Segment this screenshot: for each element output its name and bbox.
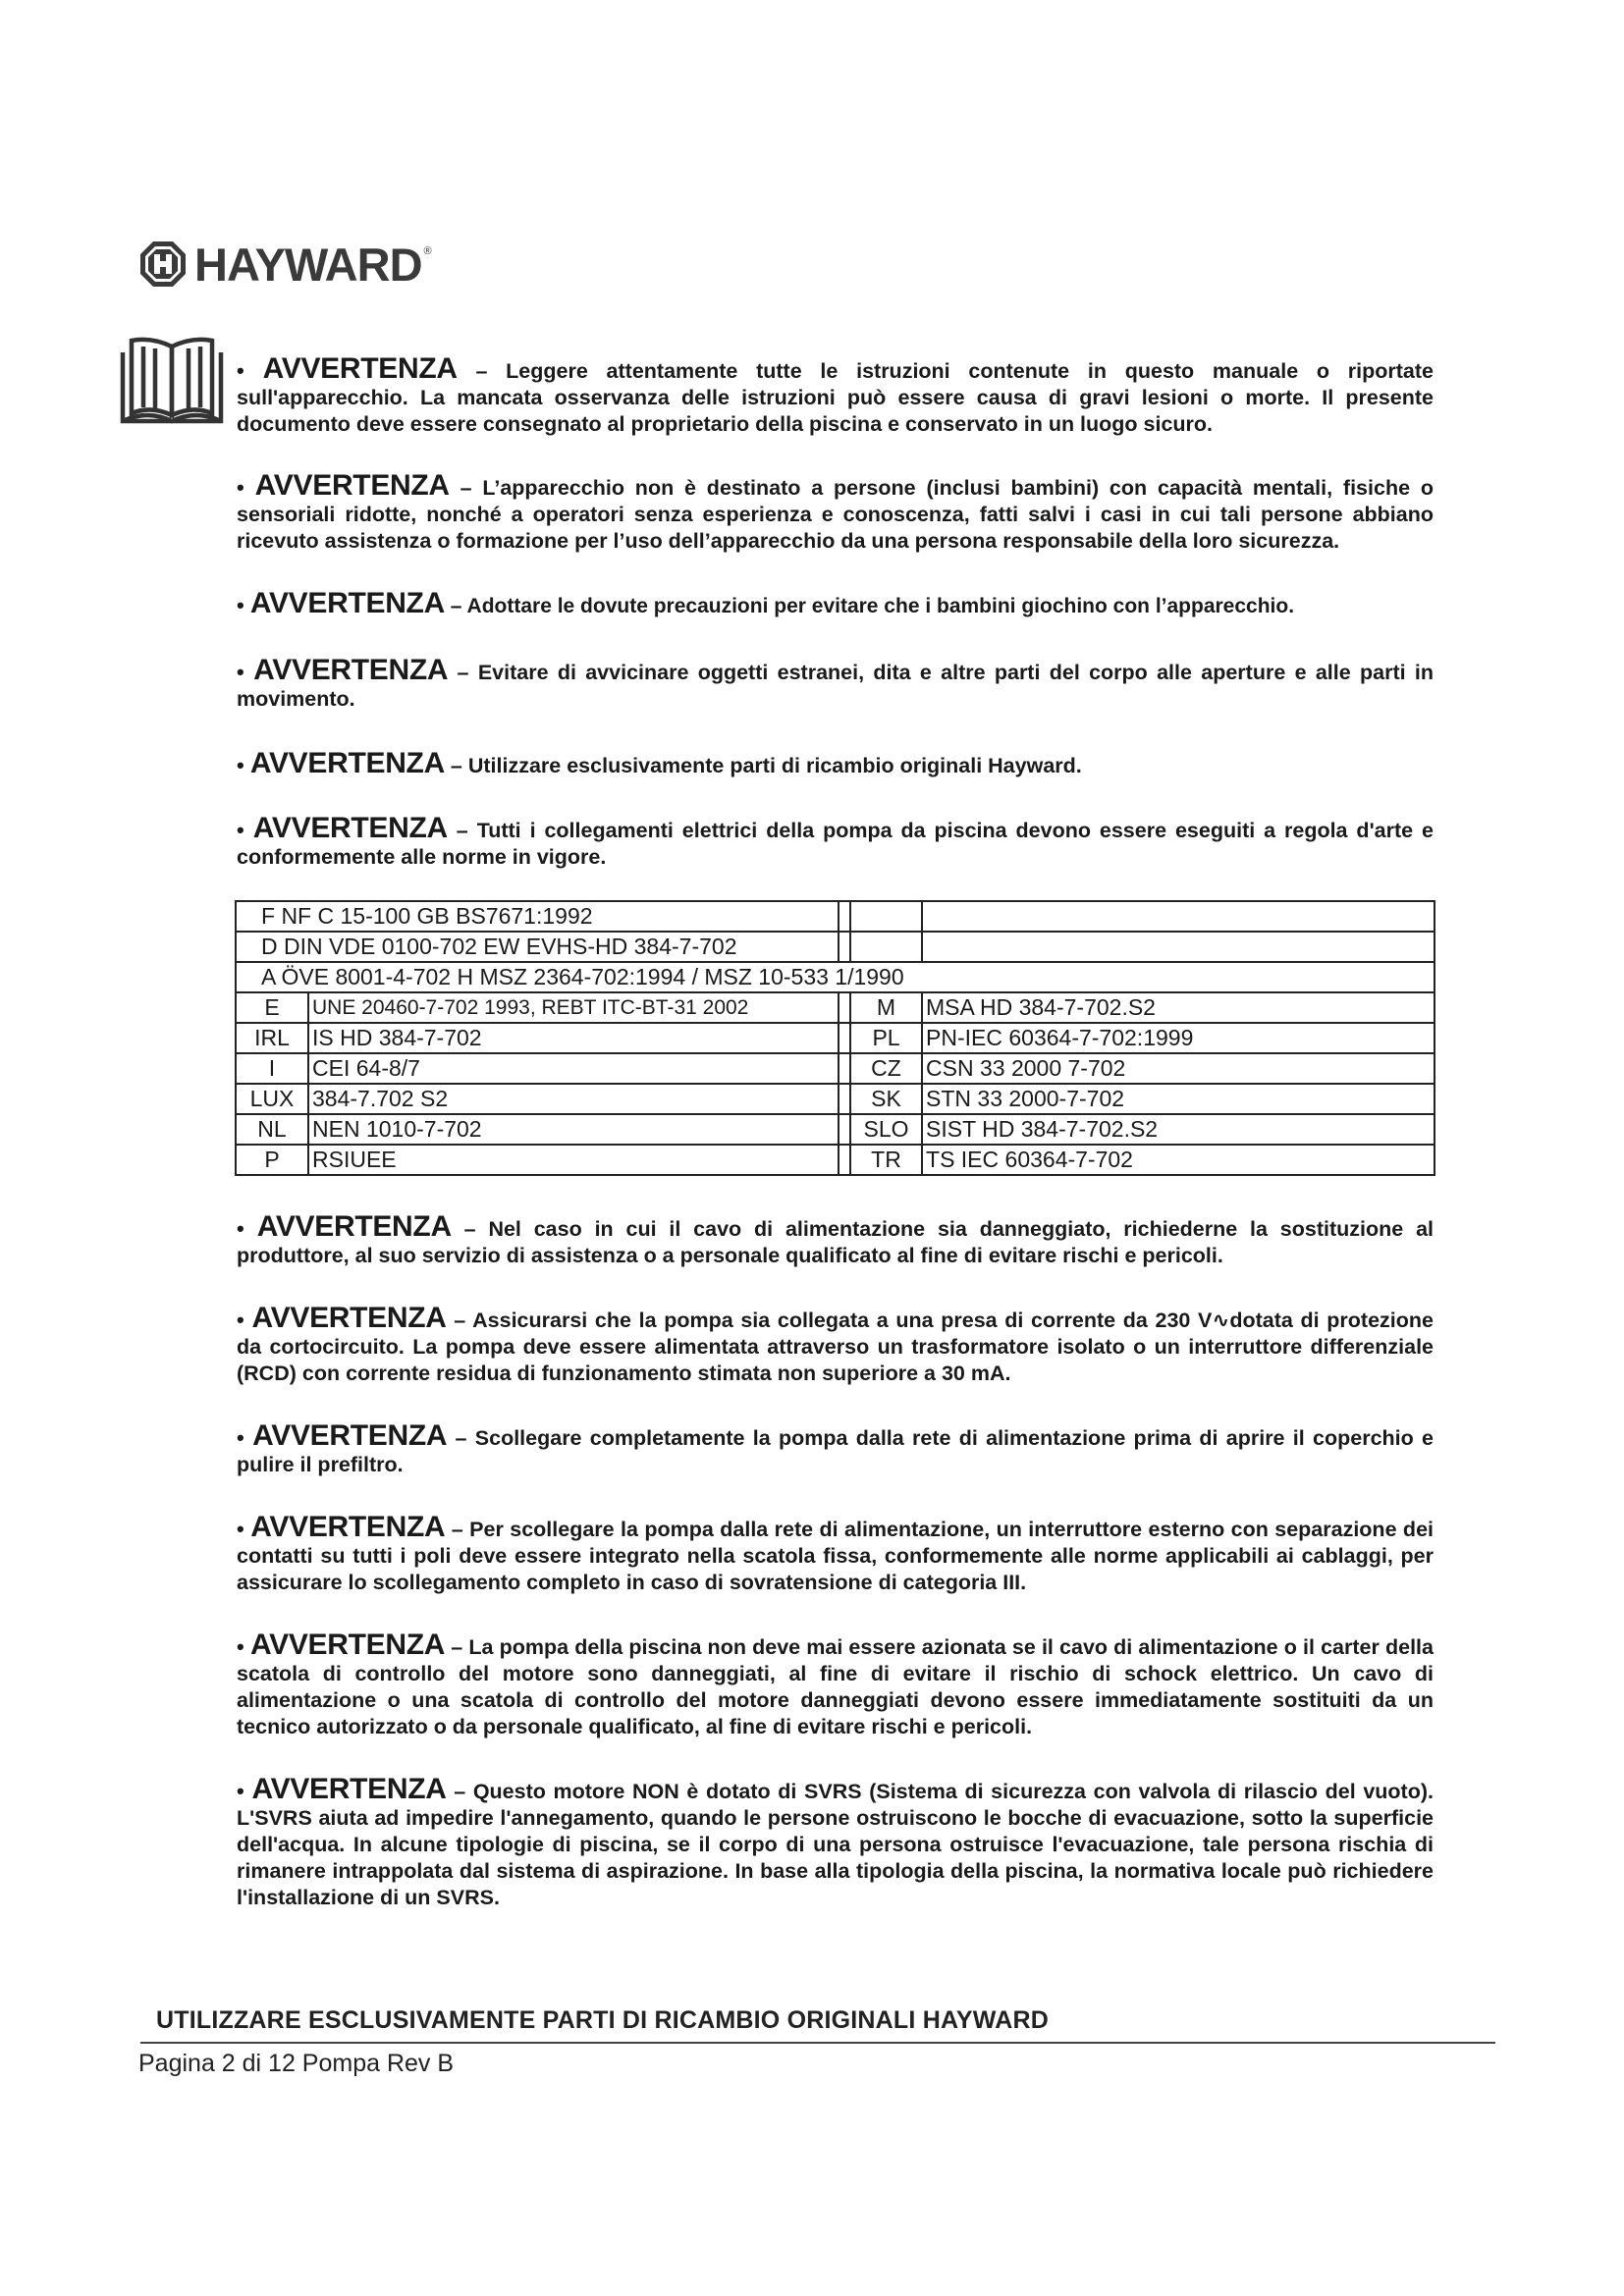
country-code: F NF [261, 903, 312, 929]
country-code: SLO [850, 1114, 922, 1145]
footer-divider [140, 2042, 1495, 2044]
table-spacer [839, 1084, 850, 1114]
table-row [236, 1145, 1435, 1175]
standard-text: NEN 1010-7-702 [308, 1114, 839, 1145]
standard-text: CEI 64-8/7 [308, 1053, 839, 1084]
standard-cell [236, 932, 839, 962]
country-code: D DIN [261, 934, 323, 959]
table-spacer [839, 932, 850, 962]
standard-text: UNE 20460-7-702 1993, REBT ITC-BT-31 2002 [308, 992, 839, 1023]
table-cell-empty [850, 932, 922, 962]
brand-logo [139, 240, 432, 289]
warning-tag: AVVERTENZA [253, 654, 449, 686]
warning-tag: AVVERTENZA [251, 1773, 447, 1805]
standard-text: MSA HD 384-7-702.S2 [922, 992, 1435, 1023]
country-code: NL [236, 1114, 308, 1145]
table-cell-empty [850, 901, 922, 932]
warning-paragraph: • AVVERTENZA – Tutti i collegamenti elettrici della pompa da piscina devono essere eseguiti a regola d'arte e conformemente alle norme in vigore. [237, 812, 1434, 869]
table-row [236, 1053, 1435, 1084]
warning-tag: AVVERTENZA [252, 1419, 448, 1452]
warnings-content [237, 352, 1434, 1911]
registered-mark: ® [423, 245, 432, 257]
table-row [236, 901, 1435, 932]
standard-text: SIST HD 384-7-702.S2 [922, 1114, 1435, 1145]
footer-title: UTILIZZARE ESCLUSIVAMENTE PARTI DI RICAMBIO ORIGINALI HAYWARD [156, 2006, 1049, 2034]
warning-text: Adottare le dovute precauzioni per evitare che i bambini giochino con l’apparecchio. [466, 595, 1295, 617]
standard-text: CSN 33 2000 7-702 [922, 1053, 1435, 1084]
brand-name: HAYWARD [194, 238, 422, 291]
table-spacer [839, 1053, 850, 1084]
country-code: I [236, 1053, 308, 1084]
country-code: A ÖVE [261, 964, 330, 989]
table-cell-empty [922, 932, 1435, 962]
warning-paragraph: • AVVERTENZA – L’apparecchio non è destinato a persone (inclusi bambini) con capacità mentali, fisiche o sensoriali ridotte, nonché a operatori senza esperienza e conoscenza, fatti salvi i casi in cui tali persone abbiano ricevuto assistenza o formazione per l’uso dell’apparecchio da una persona responsabile della loro sicurezza. [237, 469, 1434, 553]
table-cell-empty [922, 901, 1435, 932]
standard-text: TS IEC 60364-7-702 [922, 1145, 1435, 1175]
warning-tag: AVVERTENZA [252, 812, 448, 844]
warning-paragraph: • AVVERTENZA – Scollegare completamente la pompa dalla rete di alimentazione prima di aprire il coperchio e pulire il prefiltro. [237, 1419, 1434, 1476]
standard-cell [236, 901, 839, 932]
warning-text: Scollegare completamente la pompa dalla rete di alimentazione prima di aprire il coperchio e pulire il prefiltro. [237, 1426, 1434, 1476]
warning-paragraph: • AVVERTENZA – Utilizzare esclusivamente parti di ricambio originali Hayward. [237, 747, 1082, 779]
warning-tag: AVVERTENZA [256, 1210, 452, 1243]
standard-text: PN-IEC 60364-7-702:1999 [922, 1023, 1435, 1053]
standard-text: 8001-4-702 H MSZ 2364-702:1994 / MSZ 10-533 1/1990 [335, 964, 904, 989]
page-info: Pagina 2 di 12 Pompa Rev B [138, 2050, 455, 2077]
warning-text: Questo motore NON è dotato di SVRS (Sistema di sicurezza con valvola di rilascio del vuoto). L'SVRS aiuta ad impedire l'annegamento, quando le persone ostruiscono le bocche di evacuazione, sotto la superficie dell'acqua. In alcune tipologie di piscina, se il corpo di una persona ostruisce l'evacuazione, tale persona rischia di rimanere intrappolata dal sistema di aspirazione. In base alla tipologia della piscina, la normativa locale può richiedere l'installazione di un SVRS. [237, 1780, 1434, 1909]
warning-text: Leggere attentamente tutte le istruzioni contenute in questo manuale o riportate sull'apparecchio. La mancata osservanza delle istruzioni può essere causa di gravi lesioni o morte. Il presente documento deve essere consegnato al proprietario della piscina e conservato in un luogo sicuro. [237, 359, 1434, 436]
table-row [236, 962, 1435, 992]
warning-paragraph: • AVVERTENZA – Assicurarsi che la pompa sia collegata a una presa di corrente da 230 V∿dotata di protezione da cortocircuito. La pompa deve essere alimentata attraverso un trasformatore isolato o un interruttore differenziale (RCD) con corrente residua di funzionamento stimata non superiore a 30 mA. [237, 1302, 1434, 1385]
warning-paragraph: • AVVERTENZA – Evitare di avvicinare oggetti estranei, dita e altre parti del corpo alle aperture e alle parti in movimento. [237, 654, 1434, 711]
standard-text: RSIUEE [308, 1145, 839, 1175]
country-code: M [850, 992, 922, 1023]
standards-table [235, 900, 1435, 1176]
country-code: P [236, 1145, 308, 1175]
country-code: PL [850, 1023, 922, 1053]
warning-paragraph: • AVVERTENZA – Adottare le dovute precauzioni per evitare che i bambini giochino con l’apparecchio. [237, 587, 1295, 619]
country-code: IRL [236, 1023, 308, 1053]
table-row [236, 1084, 1435, 1114]
table-spacer [839, 1023, 850, 1053]
standard-text: IS HD 384-7-702 [308, 1023, 839, 1053]
table-spacer [839, 901, 850, 932]
country-code: TR [850, 1145, 922, 1175]
standard-text: STN 33 2000-7-702 [922, 1084, 1435, 1114]
standard-text: 384-7.702 S2 [308, 1084, 839, 1114]
warning-tag: AVVERTENZA [249, 587, 445, 619]
warning-paragraph: • AVVERTENZA – Leggere attentamente tutte le istruzioni contenute in questo manuale o riportate sull'apparecchio. La mancata osservanza delle istruzioni può essere causa di gravi lesioni o morte. Il presente documento deve essere consegnato al proprietario della piscina e conservato in un luogo sicuro. [237, 352, 1434, 436]
standard-text: VDE 0100-702 EW EVHS-HD 384-7-702 [329, 934, 737, 959]
country-code: CZ [850, 1053, 922, 1084]
warning-tag: AVVERTENZA [262, 352, 458, 385]
warning-text: Utilizzare esclusivamente parti di ricambio originali Hayward. [467, 754, 1082, 777]
warning-text: L’apparecchio non è destinato a persone (inclusi bambini) con capacità mentali, fisiche o sensoriali ridotte, nonché a operatori senza esperienza e conoscenza, fatti salvi i casi in cui tali persone abbiano ricevuto assistenza o formazione per l’uso dell’apparecchio da una persona responsabile della loro sicurezza. [237, 476, 1434, 553]
hayward-h-logo-icon [139, 240, 187, 288]
warning-paragraph: • AVVERTENZA – Per scollegare la pompa dalla rete di alimentazione, un interruttore esterno con separazione dei contatti su tutti i poli deve essere integrato nella scatola fissa, conformemente alle norme applicabili ai cablaggi, per assicurare lo scollegamento completo in caso di sovratensione di categoria III. [237, 1511, 1434, 1594]
table-spacer [839, 1114, 850, 1145]
warning-tag: AVVERTENZA [249, 1629, 446, 1661]
warning-tag: AVVERTENZA [251, 1302, 447, 1334]
country-code: LUX [236, 1084, 308, 1114]
table-spacer [839, 992, 850, 1023]
standard-cell [236, 962, 1435, 992]
table-row [236, 1114, 1435, 1145]
country-code: E [236, 992, 308, 1023]
warning-text: Nel caso in cui il cavo di alimentazione sia danneggiato, richiederne la sostituzione al produttore, al suo servizio di assistenza o a personale qualificato al fine di evitare rischi e pericoli. [237, 1217, 1434, 1267]
country-code: SK [850, 1084, 922, 1114]
warning-paragraph: • AVVERTENZA – La pompa della piscina non deve mai essere azionata se il cavo di alimentazione o il carter della scatola di controllo del motore sono danneggiati, al fine di evitare il rischio di schock elettrico. Un cavo di alimentazione o una scatola di controllo del motore danneggiati devono essere immediatamente sostituiti da un tecnico autorizzato o da personale qualificato, al fine di evitare rischi e pericoli. [237, 1629, 1434, 1738]
warning-tag: AVVERTENZA [254, 469, 450, 502]
table-row [236, 1023, 1435, 1053]
table-spacer [839, 1145, 850, 1175]
warning-text: La pompa della piscina non deve mai essere azionata se il cavo di alimentazione o il carter della scatola di controllo del motore sono danneggiati, al fine di evitare il rischio di schock elettrico. Un cavo di alimentazione o una scatola di controllo del motore danneggiati devono essere immediatamente sostituiti da un tecnico autorizzato o da personale qualificato, al fine di evitare rischi e pericoli. [237, 1635, 1434, 1738]
warning-text: Assicurarsi che la pompa sia collegata a una presa di corrente da 230 V∿dotata di protezione da cortocircuito. La pompa deve essere alimentata attraverso un trasformatore isolato o un interruttore differenziale (RCD) con corrente residua di funzionamento stimata non superiore a 30 mA. [237, 1308, 1434, 1385]
table-row [236, 992, 1435, 1023]
standard-text: C 15-100 GB BS7671:1992 [317, 903, 593, 929]
warning-text: Evitare di avvicinare oggetti estranei, dita e altre parti del corpo alle aperture e alle parti in movimento. [237, 661, 1434, 711]
warning-text: Per scollegare la pompa dalla rete di alimentazione, un interruttore esterno con separazione dei contatti su tutti i poli deve essere integrato nella scatola fissa, conformemente alle norme applicabili ai cablaggi, per assicurare lo scollegamento completo in caso di sovratensione di categoria III. [237, 1518, 1434, 1594]
table-row [236, 932, 1435, 962]
warning-paragraph: • AVVERTENZA – Questo motore NON è dotato di SVRS (Sistema di sicurezza con valvola di rilascio del vuoto). L'SVRS aiuta ad impedire l'annegamento, quando le persone ostruiscono le bocche di evacuazione, sotto la superficie dell'acqua. In alcune tipologie di piscina, se il corpo di una persona ostruisce l'evacuazione, tale persona rischia di rimanere intrappolata dal sistema di aspirazione. In base alla tipologia della piscina, la normativa locale può richiedere l'installazione di un SVRS. [237, 1773, 1434, 1909]
open-book-icon [120, 337, 224, 425]
warning-text: Tutti i collegamenti elettrici della pompa da piscina devono essere eseguiti a regola d'arte e conformemente alle norme in vigore. [237, 819, 1434, 869]
warning-tag: AVVERTENZA [250, 1511, 446, 1543]
warning-paragraph: • AVVERTENZA – Nel caso in cui il cavo di alimentazione sia danneggiato, richiederne la sostituzione al produttore, al suo servizio di assistenza o a personale qualificato al fine di evitare rischi e pericoli. [237, 1210, 1434, 1267]
warning-tag: AVVERTENZA [249, 747, 445, 779]
